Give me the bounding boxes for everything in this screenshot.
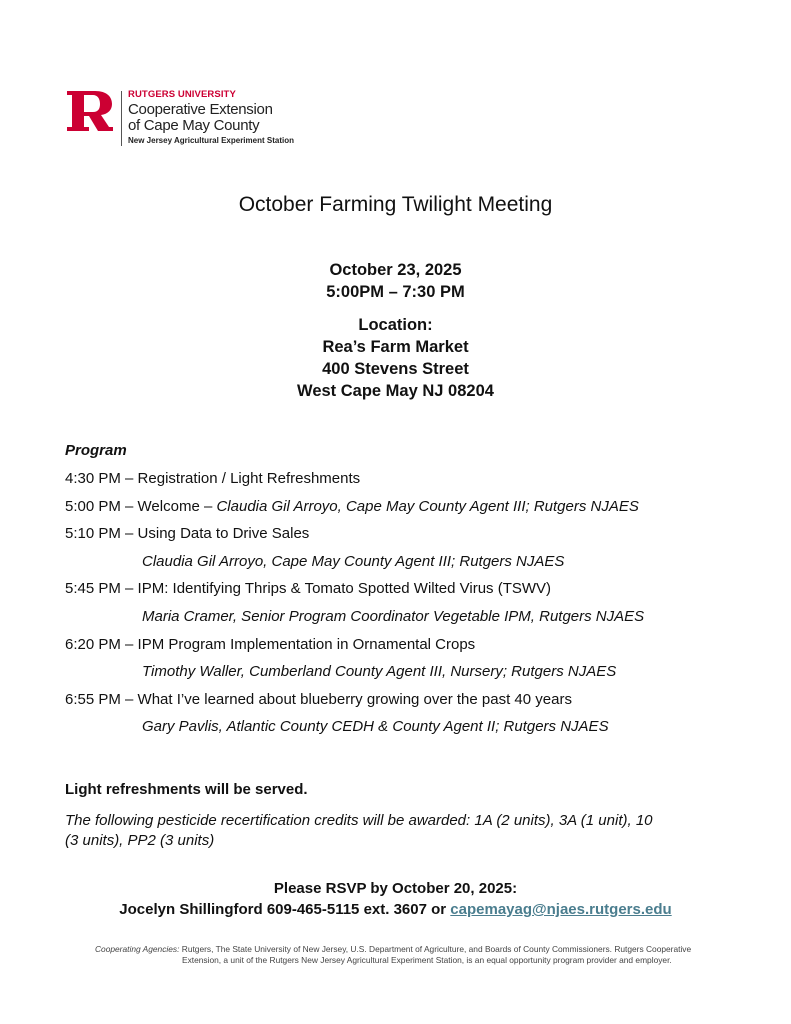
program-time: 5:10 PM –	[65, 525, 138, 543]
event-time: 5:00PM – 7:30 PM	[326, 283, 465, 301]
event-location	[0, 314, 791, 402]
program-time: 6:55 PM –	[65, 690, 138, 708]
program-speaker: Claudia Gil Arroyo, Cape May County Agent III; Rutgers NJAES	[142, 552, 565, 570]
program-item	[65, 636, 644, 664]
program-item	[65, 470, 644, 498]
venue-street: 400 Stevens Street	[322, 360, 469, 378]
rsvp-contact: Jocelyn Shillingford 609-465-5115 ext. 3607 or	[119, 901, 451, 918]
program-heading: Program	[65, 442, 127, 459]
footer-line1: Rutgers, The State University of New Jersey, U.S. Department of Agriculture, and Boards of County Commissioners. Rutgers Cooperative	[179, 944, 692, 954]
program-title: Registration / Light Refreshments	[137, 470, 361, 487]
logo-text	[128, 89, 294, 146]
venue-city: West Cape May NJ 08204	[297, 382, 494, 400]
logo-divider	[121, 91, 122, 146]
rsvp-email-link[interactable]: capemayag@njaes.rutgers.edu	[450, 901, 672, 918]
rsvp-block	[0, 878, 791, 920]
program-speaker: Maria Cramer, Senior Program Coordinator Vegetable IPM, Rutgers NJAES	[142, 607, 645, 625]
logo-county: of Cape May County	[128, 116, 260, 134]
program-speaker: Timothy Waller, Cumberland County Agent III, Nursery; Rutgers NJAES	[142, 663, 617, 681]
venue-name: Rea’s Farm Market	[322, 338, 469, 356]
event-date: October 23, 2025	[329, 261, 462, 279]
program-title: IPM: Identifying Thrips & Tomato Spotted Wilted Virus (TSWV)	[137, 580, 552, 598]
logo-university: RUTGERS UNIVERSITY	[128, 89, 236, 100]
footer-line2: Extension, a unit of the Rutgers New Jersey Agricultural Experiment Station, is an equal opportunity program provider and employer.	[182, 955, 672, 965]
program-item	[65, 498, 644, 526]
program-title: Welcome –	[137, 497, 217, 515]
page-title: October Farming Twilight Meeting	[238, 193, 553, 216]
logo-station: New Jersey Agricultural Experiment Station	[128, 135, 294, 145]
program-list	[65, 470, 644, 746]
program-item	[65, 580, 644, 608]
credits-note: The following pesticide recertification credits will be awarded: 1A (2 units), 3A (1 unit), 10 (3 units), PP2 (3 units)	[65, 812, 653, 849]
program-title: Using Data to Drive Sales	[137, 525, 310, 543]
program-item	[65, 525, 644, 553]
location-label: Location:	[358, 316, 433, 334]
program-time: 5:00 PM –	[65, 497, 138, 515]
program-time: 4:30 PM –	[65, 470, 138, 487]
program-time: 6:20 PM –	[65, 635, 138, 653]
rsvp-contact-line	[0, 899, 791, 920]
footer-disclaimer	[95, 944, 695, 966]
program-speaker: Claudia Gil Arroyo, Cape May County Agent III; Rutgers NJAES	[216, 497, 639, 515]
program-speaker: Gary Pavlis, Atlantic County CEDH & County Agent II; Rutgers NJAES	[142, 718, 609, 736]
rsvp-deadline: Please RSVP by October 20, 2025:	[273, 880, 518, 897]
footer-label: Cooperating Agencies:	[95, 944, 180, 954]
refreshments-note: Light refreshments will be served.	[65, 781, 308, 798]
program-title: What I’ve learned about blueberry growing over the past 40 years	[137, 690, 572, 708]
program-item	[65, 691, 644, 719]
program-time: 5:45 PM –	[65, 580, 138, 598]
organization-logo	[65, 89, 294, 146]
logo-cooperative-extension: Cooperative Extension	[128, 100, 273, 118]
rutgers-r-logo-icon	[65, 89, 115, 133]
program-title: IPM Program Implementation in Ornamental Crops	[137, 635, 476, 653]
event-datetime	[0, 259, 791, 303]
